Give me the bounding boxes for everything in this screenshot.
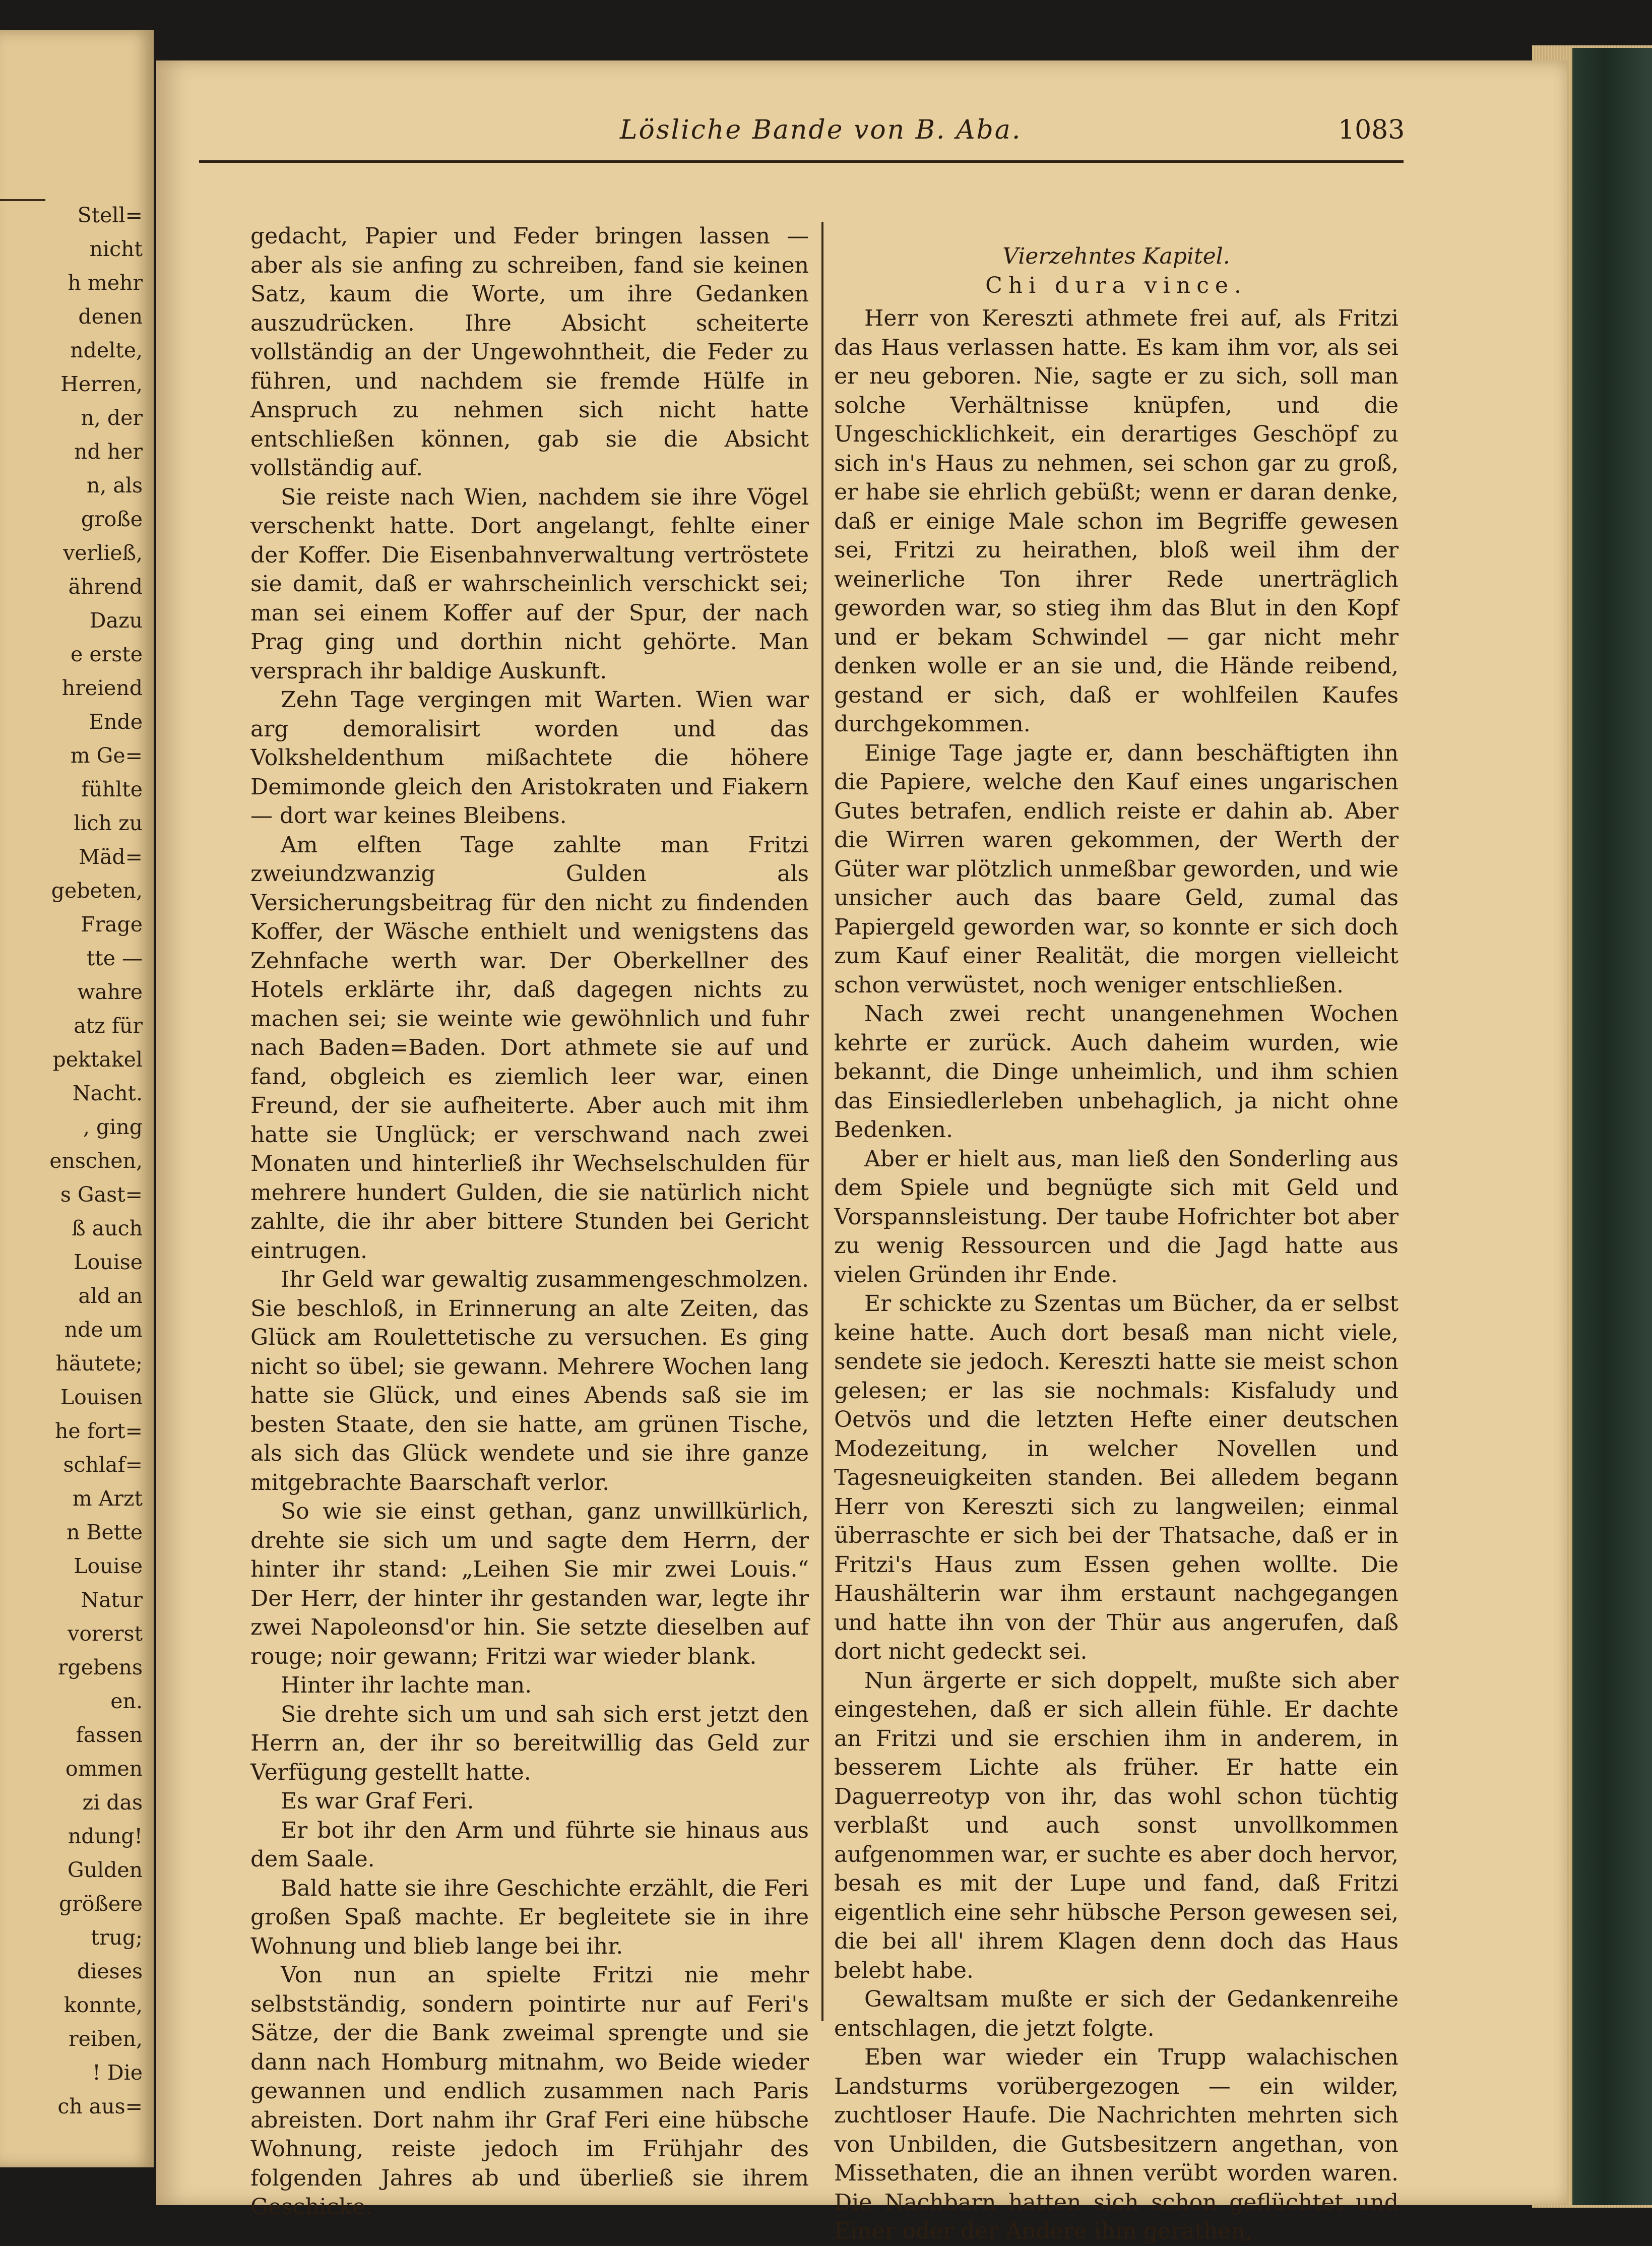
right-paragraphs <box>834 304 1399 2246</box>
paragraph: gedacht, Papier und Feder bringen lassen — aber als sie anfing zu schreiben, fand sie keinen Satz, kaum die Worte, um ihre Gedanken auszudrücken. Ihre Absicht scheiterte vollständig an der Ungewohntheit, die Feder zu führen, und nachdem sie fremde Hülfe in Anspruch zu nehmen sich nicht hatte entschließen können, gab sie die Absicht vollständig auf. <box>250 223 809 481</box>
previous-page-rule <box>0 199 45 201</box>
previous-page-line: dieses <box>77 1959 143 1983</box>
paragraph: Er bot ihr den Arm und führte sie hinaus aus dem Saale. <box>250 1817 809 1872</box>
previous-page-line: Herren, <box>60 372 143 396</box>
left-column <box>250 222 809 2222</box>
previous-page-line: ch aus= <box>57 2094 143 2118</box>
previous-page-line: ndung! <box>68 1824 143 1848</box>
paragraph: Eben war wieder ein Trupp walachischen Landsturms vorübergezogen — ein wilder, zuchtloser Haufe. Die Nachrichten mehrten sich von Unbilden, die Gutsbesitzern angethan, von Missethaten, die an ihnen verübt worden waren. Die Nachbarn hatten sich schon geflüchtet und Einer oder der Andere ihm gerathen, <box>834 2044 1399 2244</box>
previous-page-line: e erste <box>71 642 143 666</box>
chapter-subtitle: Chi dura vince. <box>985 272 1247 298</box>
previous-page-line: schlaf= <box>63 1453 143 1477</box>
paragraph: Er schickte zu Szentas um Bücher, da er selbst keine hatte. Auch dort besaß man nicht viele, sendete sie jedoch. Kereszti hatte sie meist schon gelesen; er las sie nochmals: Kisfaludy und Oetvös und die letzten Hefte einer deutschen Modezeitung, in welcher Novellen und Tagesneuigkeiten standen. Bei alledem begann Herr von Kereszti sich zu langweilen; einmal überraschte er sich bei der Thatsache, daß er in Fritzi's Haus zum Essen gehen wollte. Die Haushälterin war ihm erstaunt nachgegangen und hatte ihn von der Thür aus angerufen, daß dort nicht gedeckt sei. <box>834 1291 1399 1664</box>
previous-page-line: trug; <box>91 1925 143 1950</box>
paragraph: Zehn Tage vergingen mit Warten. Wien war arg demoralisirt worden und das Volksheldenthum mißachtete die höhere Demimonde gleich den Aristokraten und Fiakern — dort war keines Bleibens. <box>250 687 809 829</box>
previous-page-edge <box>0 30 154 2167</box>
paragraph: Herr von Kereszti athmete frei auf, als Fritzi das Haus verlassen hatte. Es kam ihm vor, als sei er neu geboren. Nie, sagte er zu sich, soll man solche Verhältnisse knüpfen, und die Ungeschicklichkeit, ein derartiges Geschöpf zu sich in's Haus zu nehmen, sei schon gar zu groß, er habe sie ehrlich gebüßt; wenn er daran denke, daß er einige Male schon im Begriffe gewesen sei, Fritzi zu heirathen, bloß weil ihm der weinerliche Ton ihrer Rede unerträglich geworden war, so stieg ihm das Blut in den Kopf und er bekam Schwindel — gar nicht mehr denken wolle er an sie und, die Hände reibend, gestand er sich, daß er wohlfeilen Kaufes durchgekommen. <box>834 305 1399 737</box>
previous-page-line: Gulden <box>67 1858 143 1882</box>
previous-page-line: zi das <box>82 1790 143 1815</box>
previous-page-line: Louise <box>74 1250 143 1274</box>
header-rule <box>199 160 1404 163</box>
previous-page-line: lich zu <box>74 811 143 835</box>
previous-page-line: nde um <box>64 1318 143 1342</box>
previous-page-line: pektakel <box>52 1047 143 1072</box>
previous-page-line: n, der <box>81 406 143 430</box>
paragraph: Sie reiste nach Wien, nachdem sie ihre Vögel verschenkt hatte. Dort angelangt, fehlte einer der Koffer. Die Eisenbahnverwaltung vertröstete sie damit, daß er wahrscheinlich verschickt sei; man sei einem Koffer auf der Spur, der nach Prag ging und dorthin nicht gehörte. Man versprach ihr baldige Auskunft. <box>250 484 809 684</box>
previous-page-line: nicht <box>89 237 143 261</box>
previous-page-line: häutete; <box>55 1351 143 1376</box>
running-header-title: Lösliche Bande von B. Aba. <box>620 115 1022 145</box>
previous-page-line: Stell= <box>77 203 143 227</box>
previous-page-line: konnte, <box>63 1993 143 2017</box>
paragraph: Gewaltsam mußte er sich der Gedankenreihe entschlagen, die jetzt folgte. <box>834 1986 1399 2041</box>
previous-page-line: Mäd= <box>78 845 143 869</box>
paragraph: Nach zwei recht unangenehmen Wochen kehrte er zurück. Auch daheim wurden, wie bekannt, die Dinge unheimlich, und ihm schien das Einsiedlerleben unbehaglich, ja nicht ohne Bedenken. <box>834 1001 1399 1143</box>
previous-page-line: ald an <box>78 1284 143 1308</box>
paragraph: Bald hatte sie ihre Geschichte erzählt, die Feri großen Spaß machte. Er begleitete sie in ihre Wohnung und blieb lange bei ihr. <box>250 1875 809 1959</box>
paragraph: Sie drehte sich um und sah sich erst jetzt den Herrn an, der ihr so bereitwillig das Geld zur Verfügung gestellt hatte. <box>250 1701 809 1785</box>
previous-page-line: Ende <box>89 710 143 734</box>
paragraph: Es war Graf Feri. <box>281 1788 474 1814</box>
previous-page-line: enschen, <box>49 1149 143 1173</box>
paragraph: Am elften Tage zahlte man Fritzi zweiundzwanzig Gulden als Versicherungsbeitrag für den nicht zu findenden Koffer, der Wäsche enthielt und wenigstens das Zehnfache werth war. Der Oberkellner des Hotels erklärte ihr, daß dagegen nichts zu machen sei; sie weinte wie gewöhnlich und fuhr nach Baden=Baden. Dort athmete sie auf und fand, obgleich es ziemlich leer war, einen Freund, der sie aufheiterte. Aber auch mit ihm hatte sie Unglück; er verschwand nach zwei Monaten und hinterließ ihr Wechselschulden für mehrere hundert Gulden, die sie natürlich nicht zahlte, die ihr aber bittere Stunden bei Gericht eintrugen. <box>250 832 809 1264</box>
previous-page-line: reiben, <box>69 2027 143 2051</box>
previous-page-line: große <box>81 507 143 531</box>
paragraph: So wie sie einst gethan, ganz unwillkürlich, drehte sie sich um und sagte dem Herrn, der hinter ihr stand: „Leihen Sie mir zwei Louis.“ Der Herr, der hinter ihr gestanden war, legte ihr zwei Napoleonsd'or hin. Sie setzte dieselben auf rouge; noir gewann; Fritzi war wieder blank. <box>250 1499 809 1669</box>
previous-page-line: nd her <box>74 440 143 464</box>
previous-page-line: ndelte, <box>70 338 143 362</box>
previous-page-line: en. <box>110 1689 143 1713</box>
previous-page-line: he fort= <box>55 1419 143 1443</box>
previous-page-line: ! Die <box>92 2061 143 2085</box>
previous-page-line: ommen <box>65 1757 143 1781</box>
previous-page-line: Frage <box>81 912 143 937</box>
chapter-heading: Vierzehntes Kapitel. <box>1002 243 1230 269</box>
previous-page-line: n Bette <box>66 1520 143 1544</box>
previous-page-line: h mehr <box>68 271 143 295</box>
previous-page-line: m Ge= <box>70 743 143 768</box>
previous-page-line: fassen <box>76 1723 143 1747</box>
paragraph: Aber er hielt aus, man ließ den Sonderling aus dem Spiele und begnügte sich mit Geld und Vorspannsleistung. Der taube Hofrichter bot aber zu wenig Ressourcen und die Jagd hatte aus vielen Gründen ihr Ende. <box>834 1146 1399 1288</box>
previous-page-line: fühlte <box>81 777 143 801</box>
paragraph: Nun ärgerte er sich doppelt, mußte sich aber eingestehen, daß er sich allein fühle. Er dachte an Fritzi und sie erschien ihm in anderem, in besserem Lichte als früher. Er hatte ein Daguerreotyp von ihr, das wohl schon tüchtig verblaßt und auch sonst unvollkommen aufgenommen war, er suchte es aber doch hervor, besah es mit der Lupe und fand, daß Fritzi eigentlich eine sehr hübsche Person gewesen sei, die bei all' ihrem Klagen denn doch das Haus belebt habe. <box>834 1667 1399 1983</box>
paragraph: Ihr Geld war gewaltig zusammengeschmolzen. Sie beschloß, in Erinnerung an alte Zeiten, das Glück am Roulettetische zu versuchen. Es ging nicht so übel; sie gewann. Mehrere Wochen lang hatte sie Glück, und eines Abends saß sie im besten Staate, den sie hatte, am grünen Tische, als sich das Glück wendete und sie ihre ganze mitgebrachte Baarschaft verlor. <box>250 1267 809 1495</box>
previous-page-line: Nacht. <box>72 1081 143 1105</box>
previous-page-line: wahre <box>77 980 143 1004</box>
paragraph: Von nun an spielte Fritzi nie mehr selbstständig, sondern pointirte nur auf Feri's Sätze, der die Bank zweimal sprengte und sie dann nach Homburg mitnahm, wo Beide wieder gewannen und endlich zusammen nach Paris abreisten. Dort nahm ihr Graf Feri eine hübsche Wohnung, reiste jedoch im Frühjahr des folgenden Jahres ab und überließ sie ihrem Geschicke. <box>250 1962 809 2220</box>
previous-page-line: Dazu <box>89 608 143 633</box>
book-cover-edge <box>1572 48 1652 2205</box>
previous-page-line: , ging <box>83 1115 143 1139</box>
previous-page-line: m Arzt <box>72 1486 143 1511</box>
previous-page-line: denen <box>78 304 143 329</box>
previous-page-line: gebeten, <box>51 879 143 903</box>
paragraph: Hinter ihr lachte man. <box>281 1672 532 1698</box>
page-number: 1083 <box>1338 115 1405 145</box>
previous-page-line: ß auch <box>72 1216 143 1240</box>
previous-page-line: s Gast= <box>60 1182 143 1207</box>
previous-page-line: hreiend <box>61 676 143 700</box>
previous-page-line: verließ, <box>63 541 143 565</box>
previous-page-line: atz für <box>74 1014 143 1038</box>
column-divider <box>821 222 823 2021</box>
previous-page-line: Natur <box>81 1588 143 1612</box>
previous-page-line: n, als <box>86 473 143 497</box>
previous-page-line: größere <box>58 1892 143 1916</box>
previous-page-line: tte — <box>86 946 143 970</box>
previous-page-line: vorerst <box>68 1621 143 1646</box>
paragraph: Einige Tage jagte er, dann beschäftigten ihn die Papiere, welche den Kauf eines ungarischen Gutes betrafen, endlich reiste er dahin ab. Aber die Wirren waren gekommen, der Werth der Güter war plötzlich unmeßbar geworden, und wie unsicher auch das baare Geld, zumal das Papiergeld geworden war, so konnte er sich doch zum Kauf einer Realität, die morgen vielleicht schon verwüstet, noch weniger entschließen. <box>834 740 1399 998</box>
previous-page-line: Louise <box>74 1554 143 1578</box>
previous-page-line: Louisen <box>60 1385 143 1409</box>
previous-page-line: ährend <box>68 575 143 599</box>
previous-page-line: rgebens <box>57 1655 143 1679</box>
right-column <box>834 242 1399 2246</box>
